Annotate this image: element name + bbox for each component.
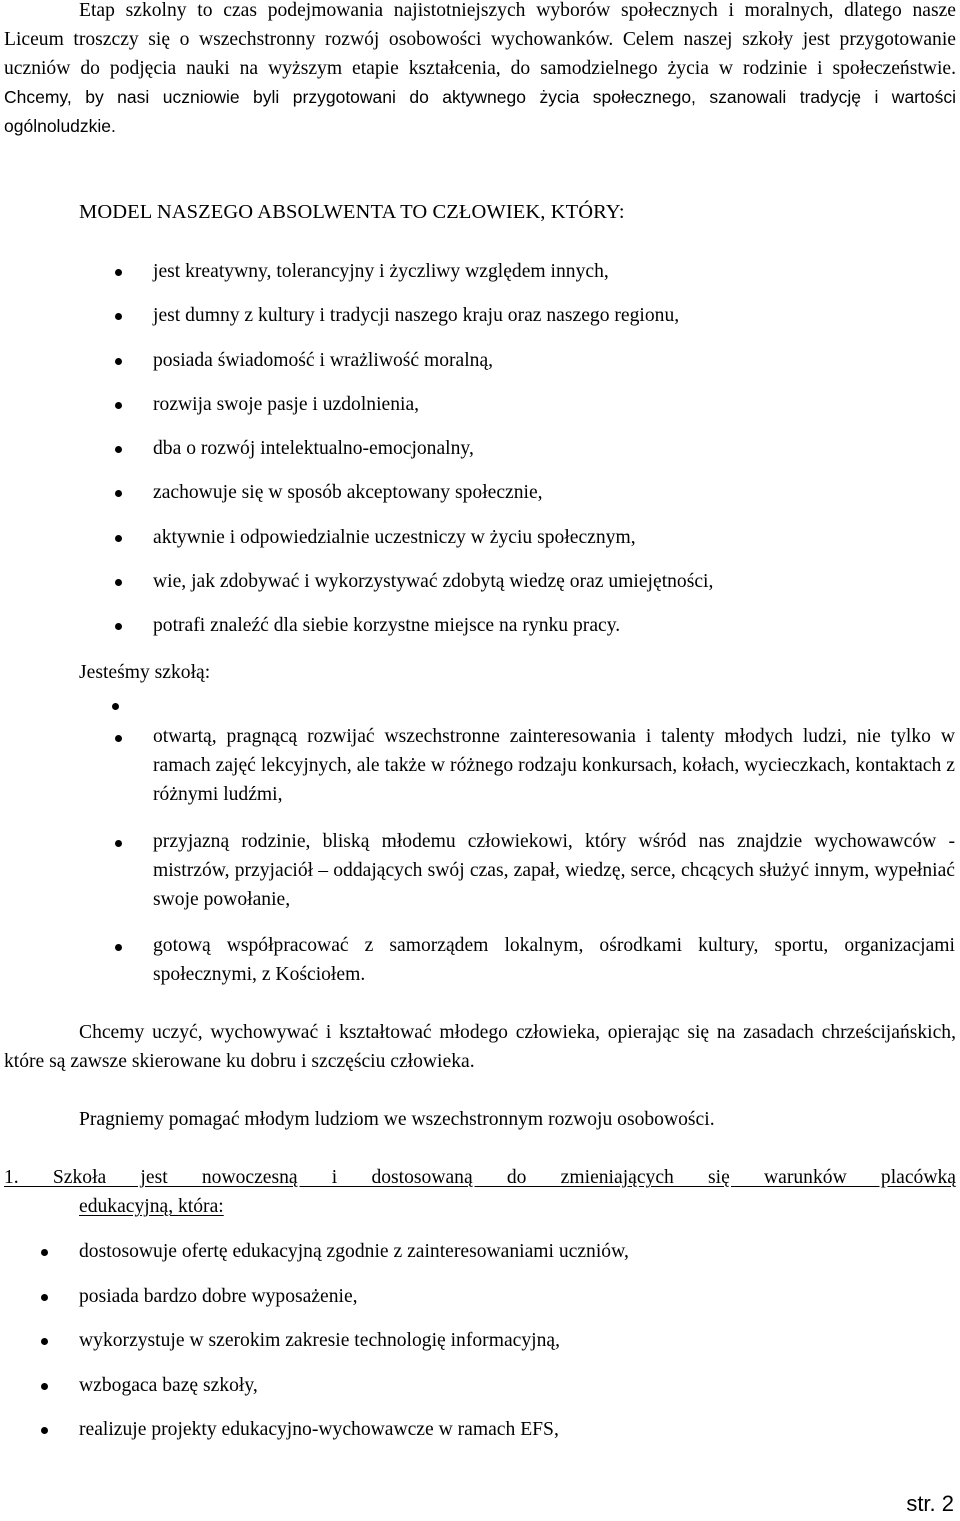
list-item: dba o rozwój intelektualno-emocjonalny, [153,435,953,479]
list-item: posiada świadomość i wrażliwość moralną, [153,347,953,391]
bullet-icon [115,269,122,276]
bullet-icon [115,623,122,630]
bullet-icon [115,944,122,951]
list-item: wie, jak zdobywać i wykorzystywać zdobytą wiedzę oraz umiejętności, [153,568,953,612]
aspiration-paragraph: Pragniemy pomagać młodym ludziom we wszechstronnym rozwoju osobowości. [79,1109,715,1130]
bullet-icon [115,358,122,365]
bullet-icon [115,490,122,497]
point-1-line-1: 1. Szkoła jest nowoczesną i dostosowaną do zmieniających się warunków placówką [4,1167,956,1188]
bullet-icon [115,735,122,742]
school-list [153,722,955,1007]
graduate-model-heading: MODEL NASZEGO ABSOLWENTA TO CZŁOWIEK, KTÓRY: [79,201,625,223]
school-features-list [79,1238,939,1461]
list-item: gotową współpracować z samorządem lokalnym, ośrodkami kultury, sportu, organizacjami społecznymi, z Kościołem. [153,931,955,989]
mission-paragraph: Chcemy uczyć, wychowywać i kształtować młodego człowieka, opierając się na zasadach chrześcijańskich, które są zawsze skierowane ku dobru i szczęściu człowieka. [4,1022,956,1072]
bullet-icon [115,402,122,409]
page-number: str. 2 [906,1491,954,1516]
list-item: posiada bardzo dobre wyposażenie, [79,1283,939,1328]
list-item: rozwija swoje pasje i uzdolnienia, [153,391,953,435]
bullet-icon [115,840,122,847]
point-1-heading [4,1163,956,1221]
list-item: realizuje projekty edukacyjno-wychowawcze w ramach EFS, [79,1416,939,1461]
intro-paragraph [4,0,956,141]
list-item: wzbogaca bazę szkoły, [79,1372,939,1417]
bullet-icon [115,446,122,453]
list-item: aktywnie i odpowiedzialnie uczestniczy w życiu społecznym, [153,524,953,568]
point-1-line-2-wrap [4,1192,956,1221]
school-heading: Jesteśmy szkołą: [79,662,211,683]
graduate-model-list [153,258,953,656]
bullet-icon [41,1338,48,1345]
list-item: jest kreatywny, tolerancyjny i życzliwy względem innych, [153,258,953,302]
list-item: zachowuje się w sposób akceptowany społecznie, [153,479,953,523]
list-item: otwartą, pragnącą rozwijać wszechstronne zainteresowania i talenty młodych ludzi, nie tylko w ramach zajęć lekcyjnych, ale także w różnego rodzaju konkursach, kołach, wycieczkach, kontaktach z różnymi ludźmi, [153,722,955,809]
intro-goal-text: Chcemy, by nasi uczniowie byli przygotowani do aktywnego życia społecznego, szanowali tradycję i wartości ogólnoludzkie. [4,87,956,136]
list-item: potrafi znaleźć dla siebie korzystne miejsce na rynku pracy. [153,612,953,656]
bullet-icon [41,1383,48,1390]
bullet-icon [115,579,122,586]
list-item: przyjazną rodzinie, bliską młodemu człowiekowi, który wśród nas znajdzie wychowawców - mistrzów, przyjaciół – oddających swój czas, zapał, wiedzę, serce, chcących służyć innym, wypełniać swoje powołanie, [153,827,955,914]
bullet-icon [115,313,122,320]
bullet-icon [115,535,122,542]
list-item: wykorzystuje w szerokim zakresie technologię informacyjną, [79,1327,939,1372]
bullet-icon [41,1249,48,1256]
bullet-icon [41,1294,48,1301]
list-item: dostosowuje ofertę edukacyjną zgodnie z zainteresowaniami uczniów, [79,1238,939,1283]
intro-text: Etap szkolny to czas podejmowania najistotniejszych wyborów społecznych i moralnych, dlatego nasze Liceum troszczy się o wszechstronny rozwój osobowości wychowanków. Celem naszej szkoły jest przygotowanie uczniów do podjęcia nauki na wyższym etapie kształcenia, do samodzielnego życia w rodzinie i społeczeństwie. [4,0,956,79]
list-item: jest dumny z kultury i tradycji naszego kraju oraz naszego regionu, [153,302,953,346]
bullet-icon [112,703,119,710]
point-1-line-2: edukacyjną, która: [79,1196,224,1217]
bullet-icon [41,1427,48,1434]
